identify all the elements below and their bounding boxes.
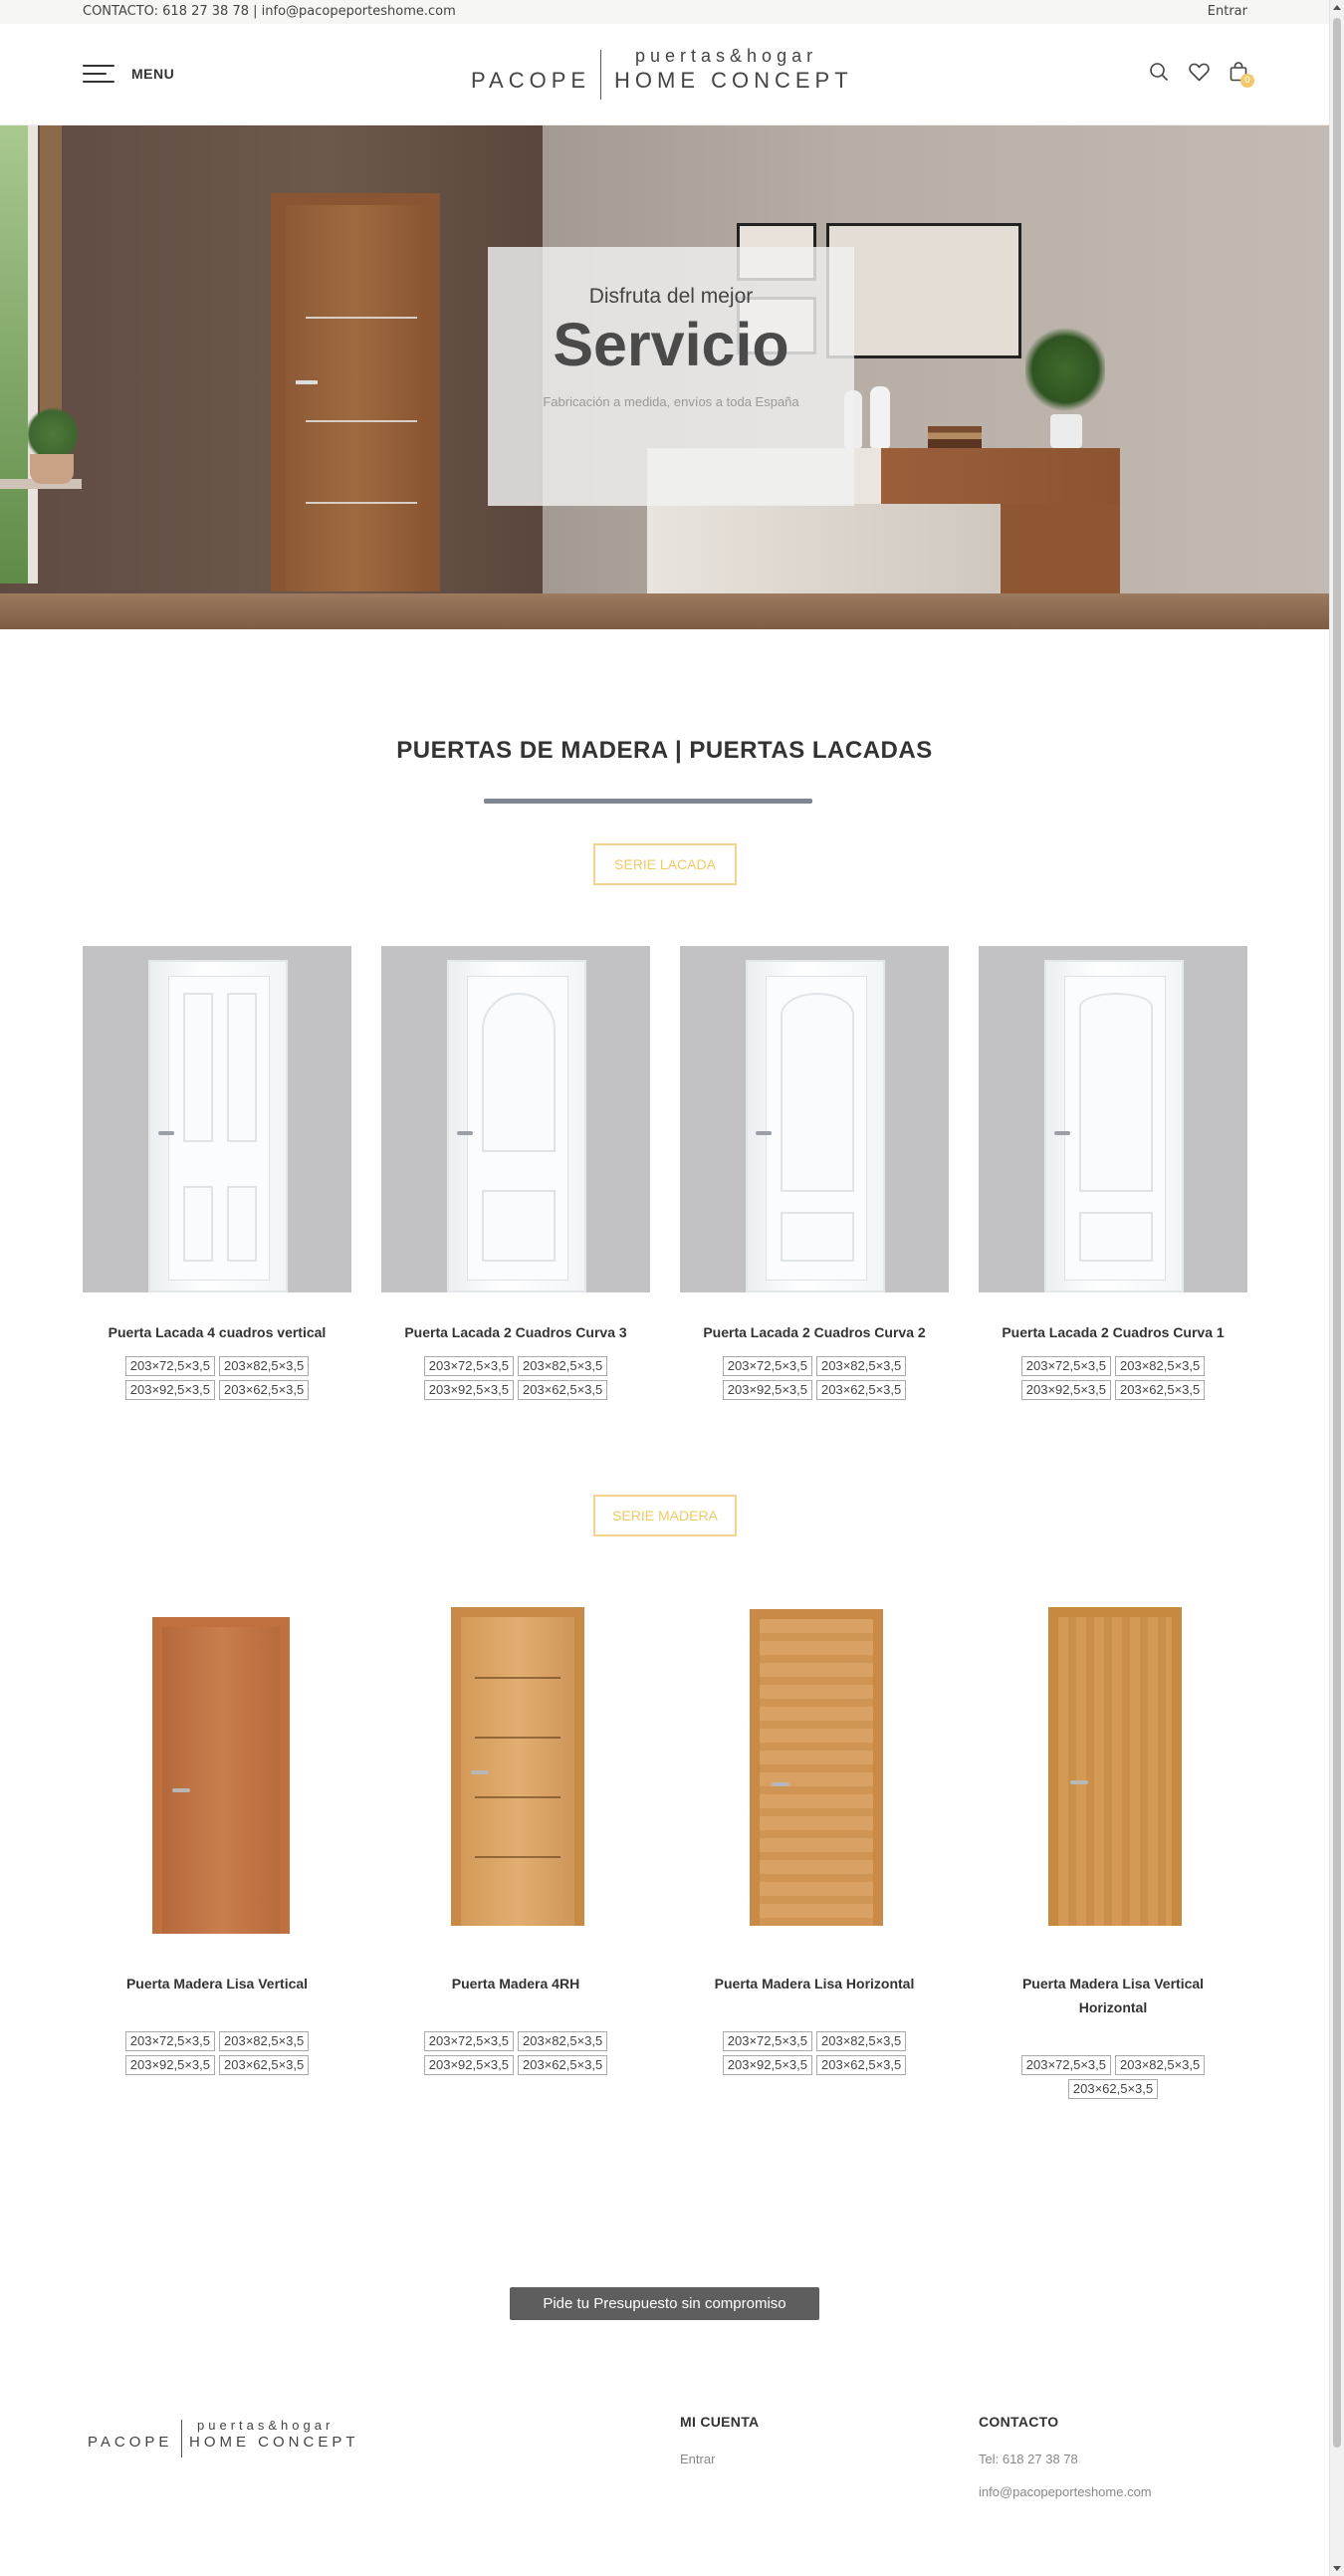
footer-logo-divider — [181, 2420, 182, 2458]
size-option[interactable]: 203×82,5×3,5 — [1115, 1356, 1205, 1376]
footer-email[interactable]: info@pacopeporteshome.com — [979, 2484, 1152, 2499]
hero-text-box — [488, 247, 854, 506]
product-name[interactable]: Puerta Madera Lisa Vertical — [125, 1976, 309, 1991]
contact-info[interactable]: CONTACTO: 618 27 38 78 | info@pacopeporteshome.com — [83, 4, 456, 19]
hero-sideboard-drawer — [1001, 504, 1120, 593]
product-card[interactable] — [381, 1597, 650, 2075]
site-logo[interactable] — [471, 46, 864, 104]
size-option[interactable]: 203×92,5×3,5 — [125, 1380, 215, 1400]
product-card[interactable] — [381, 946, 650, 1400]
hero-pot-right — [1050, 414, 1082, 448]
menu-button[interactable] — [83, 60, 174, 88]
site-header — [0, 24, 1329, 125]
product-card[interactable] — [979, 1597, 1247, 2099]
size-list — [705, 2031, 924, 2075]
size-option[interactable]: 203×62,5×3,5 — [518, 1380, 607, 1400]
size-option[interactable]: 203×72,5×3,5 — [125, 2031, 215, 2051]
size-option[interactable]: 203×62,5×3,5 — [219, 1380, 309, 1400]
product-name[interactable]: Puerta Madera Lisa Vertical Horizontal — [1021, 1976, 1205, 2015]
size-option[interactable]: 203×92,5×3,5 — [723, 2055, 812, 2075]
size-option[interactable]: 203×72,5×3,5 — [424, 1356, 514, 1376]
size-option[interactable]: 203×92,5×3,5 — [125, 2055, 215, 2075]
product-image[interactable] — [680, 946, 949, 1292]
menu-label: MENU — [131, 66, 175, 82]
hero-door — [286, 205, 425, 591]
hero-plant-right — [1025, 325, 1105, 414]
wood-door-image — [152, 1617, 290, 1934]
serie-lacada-button[interactable]: SERIE LACADA — [593, 843, 737, 885]
footer-phone[interactable]: Tel: 618 27 38 78 — [979, 2452, 1078, 2466]
wood-door-image — [451, 1607, 584, 1926]
product-name[interactable]: Puerta Madera 4RH — [451, 1976, 580, 1991]
serie-madera-button[interactable]: SERIE MADERA — [593, 1495, 737, 1536]
size-option[interactable]: 203×82,5×3,5 — [518, 1356, 607, 1376]
product-card[interactable] — [979, 946, 1247, 1400]
search-icon[interactable] — [1149, 62, 1169, 82]
hero-sideboard-white — [647, 504, 1001, 593]
size-option[interactable]: 203×72,5×3,5 — [723, 2031, 812, 2051]
size-option[interactable]: 203×62,5×3,5 — [816, 1380, 906, 1400]
size-option[interactable]: 203×72,5×3,5 — [125, 1356, 215, 1376]
footer-logo-tagline: puertas&hogar — [197, 2418, 335, 2433]
size-option[interactable]: 203×62,5×3,5 — [1115, 1380, 1205, 1400]
wood-door-image — [1048, 1607, 1182, 1926]
size-option[interactable]: 203×82,5×3,5 — [518, 2031, 607, 2051]
logo-tagline: puertas&hogar — [635, 46, 818, 66]
footer-account-title: MI CUENTA — [680, 2414, 760, 2430]
size-option[interactable]: 203×92,5×3,5 — [424, 2055, 514, 2075]
scroll-up-arrow-icon[interactable] — [1333, 5, 1341, 10]
size-option[interactable]: 203×62,5×3,5 — [816, 2055, 906, 2075]
white-door-image — [447, 960, 586, 1292]
size-option[interactable]: 203×62,5×3,5 — [219, 2055, 309, 2075]
footer-logo-brand: PACOPE — [88, 2434, 173, 2451]
footer-logo[interactable] — [88, 2418, 386, 2463]
footer-contact — [979, 2414, 1152, 2499]
product-card[interactable] — [680, 1597, 949, 2075]
white-door-image — [148, 960, 288, 1292]
section-title: PUERTAS DE MADERA | PUERTAS LACADAS — [396, 737, 933, 764]
hero-subtitle: Fabricación a medida, envíos a toda España — [543, 394, 799, 409]
cart-bag-icon[interactable] — [1230, 62, 1250, 86]
top-login-link[interactable]: Entrar — [1207, 4, 1247, 19]
size-list — [108, 2031, 327, 2075]
size-option[interactable]: 203×82,5×3,5 — [1115, 2055, 1205, 2075]
hero-frame-large — [826, 223, 1021, 358]
cart-count-badge: 0 — [1240, 74, 1254, 88]
hamburger-icon — [83, 63, 114, 85]
product-card[interactable] — [83, 1597, 351, 2075]
hero-vase — [870, 386, 890, 448]
size-option[interactable]: 203×72,5×3,5 — [1021, 1356, 1111, 1376]
size-option[interactable]: 203×82,5×3,5 — [219, 1356, 309, 1376]
logo-brand: PACOPE — [471, 68, 591, 93]
hero-floor — [0, 593, 1329, 629]
footer-account — [680, 2414, 759, 2466]
wood-door-image — [750, 1609, 883, 1926]
product-image[interactable] — [381, 946, 650, 1292]
hero-pretitle: Disfruta del mejor — [588, 285, 754, 308]
size-list — [108, 1356, 327, 1400]
product-image[interactable] — [83, 1597, 351, 1944]
size-list — [705, 1356, 924, 1400]
scroll-down-arrow-icon[interactable] — [1333, 2566, 1341, 2571]
hero-pot-left — [30, 454, 74, 484]
product-image[interactable] — [381, 1597, 650, 1944]
hero-title: Servicio — [553, 311, 789, 378]
logo-concept: HOME CONCEPT — [614, 68, 853, 93]
product-name[interactable]: Puerta Lacada 4 cuadros vertical — [108, 1324, 327, 1340]
product-card[interactable] — [83, 946, 351, 1400]
product-image[interactable] — [979, 1597, 1247, 1944]
size-list — [406, 2031, 625, 2075]
size-option[interactable]: 203×82,5×3,5 — [219, 2031, 309, 2051]
hero-sideboard-wood — [881, 448, 1120, 504]
size-option[interactable]: 203×82,5×3,5 — [816, 2031, 906, 2051]
size-option[interactable]: 203×62,5×3,5 — [1068, 2079, 1158, 2099]
hero-window — [0, 125, 38, 584]
size-option[interactable]: 203×92,5×3,5 — [424, 1380, 514, 1400]
product-image[interactable] — [979, 946, 1247, 1292]
logo-divider — [600, 50, 601, 100]
hero-banner — [0, 125, 1329, 629]
page-scrollbar[interactable] — [1329, 0, 1344, 2576]
product-name[interactable]: Puerta Lacada 2 Cuadros Curva 1 — [1002, 1324, 1225, 1340]
section-divider — [484, 799, 812, 804]
product-name[interactable]: Puerta Lacada 2 Cuadros Curva 2 — [703, 1324, 926, 1340]
size-option[interactable]: 203×72,5×3,5 — [723, 1356, 812, 1376]
wishlist-heart-icon[interactable] — [1189, 63, 1210, 82]
product-image[interactable] — [83, 946, 351, 1292]
product-card[interactable] — [680, 946, 949, 1400]
footer-contact-title: CONTACTO — [979, 2414, 1059, 2430]
size-list — [1004, 1356, 1223, 1400]
size-option[interactable]: 203×72,5×3,5 — [424, 2031, 514, 2051]
footer-logo-concept: HOME CONCEPT — [189, 2434, 359, 2451]
size-option[interactable]: 203×92,5×3,5 — [1021, 1380, 1111, 1400]
product-image[interactable] — [680, 1597, 949, 1944]
product-name[interactable]: Puerta Madera Lisa Horizontal — [714, 1976, 915, 1991]
top-bar — [0, 0, 1329, 24]
header-icons — [1149, 62, 1250, 86]
size-option[interactable]: 203×72,5×3,5 — [1021, 2055, 1111, 2075]
hero-books — [928, 426, 982, 448]
size-option[interactable]: 203×92,5×3,5 — [723, 1380, 812, 1400]
size-option[interactable]: 203×62,5×3,5 — [518, 2055, 607, 2075]
scrollbar-thumb[interactable] — [1333, 18, 1341, 2448]
footer-login-link[interactable]: Entrar — [680, 2452, 716, 2466]
size-list — [1004, 2055, 1223, 2099]
white-door-image — [746, 960, 885, 1292]
product-name[interactable]: Puerta Lacada 2 Cuadros Curva 3 — [404, 1324, 627, 1340]
size-list — [406, 1356, 625, 1400]
size-option[interactable]: 203×82,5×3,5 — [816, 1356, 906, 1376]
white-door-image — [1044, 960, 1184, 1292]
quote-request-button[interactable]: Pide tu Presupuesto sin compromiso — [510, 2287, 819, 2320]
